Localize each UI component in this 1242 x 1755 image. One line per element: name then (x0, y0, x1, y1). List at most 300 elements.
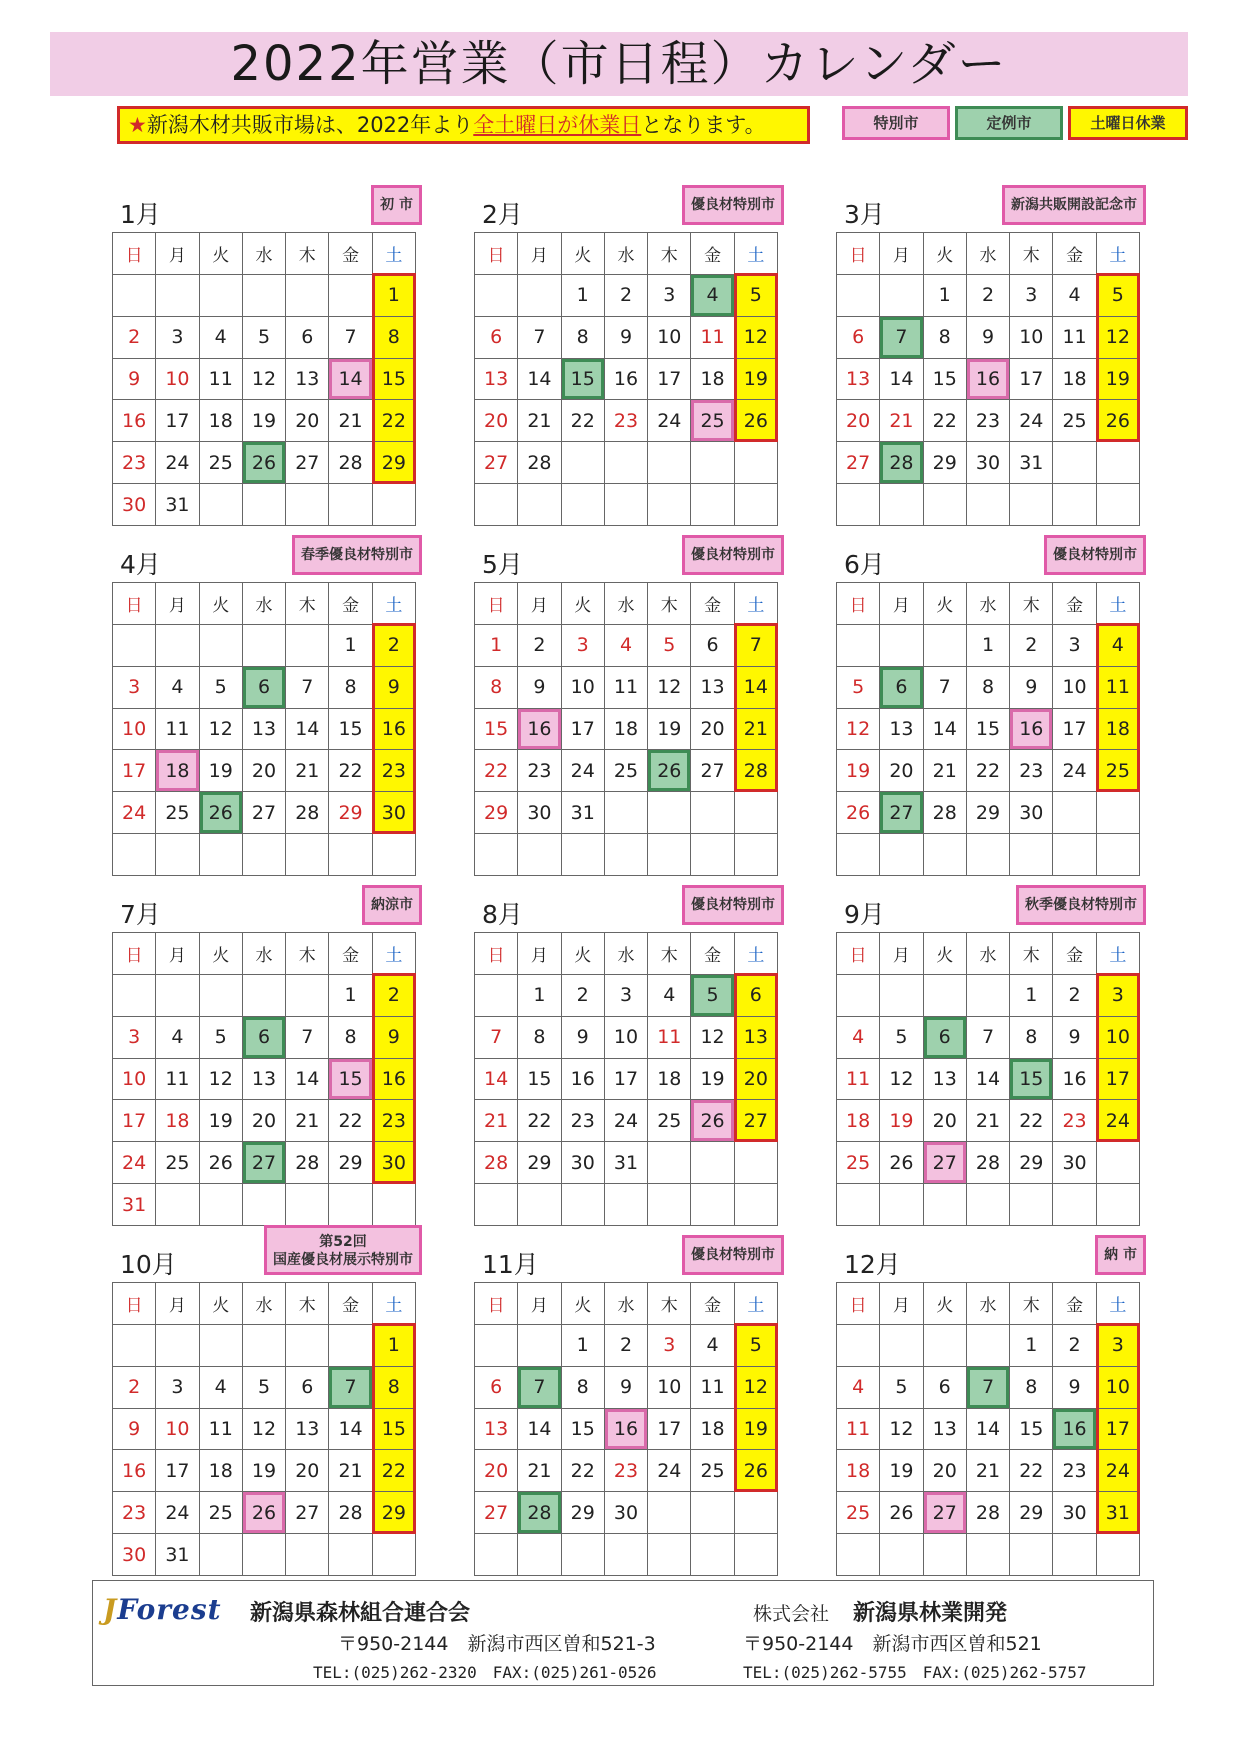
weekday-header: 土 (1097, 933, 1140, 975)
org2-name: 新潟県林業開発 (853, 1601, 1008, 1626)
day-cell: 18 (691, 1409, 734, 1451)
day-cell: 20 (924, 1100, 967, 1142)
day-cell: 7 (880, 317, 923, 359)
day-cell: 10 (156, 1409, 199, 1451)
weekday-header: 水 (605, 933, 648, 975)
day-cell: 1 (329, 975, 372, 1017)
day-cell: 21 (967, 1100, 1010, 1142)
day-cell: 20 (286, 400, 329, 442)
empty-cell (113, 275, 156, 317)
month-calendar (836, 545, 1140, 885)
event-badge: 初 市 (371, 185, 422, 225)
weekday-header: 月 (518, 233, 561, 275)
empty-cell (373, 834, 416, 876)
day-cell: 21 (329, 400, 372, 442)
day-cell: 30 (605, 1492, 648, 1534)
day-cell: 26 (880, 1142, 923, 1184)
empty-cell (518, 834, 561, 876)
weekday-header: 火 (562, 233, 605, 275)
day-cell: 19 (648, 709, 691, 751)
empty-cell (880, 1325, 923, 1367)
weekday-header: 木 (1010, 233, 1053, 275)
day-cell: 7 (967, 1367, 1010, 1409)
empty-cell (286, 625, 329, 667)
weekday-header: 火 (924, 1283, 967, 1325)
day-cell: 13 (924, 1409, 967, 1451)
empty-cell (837, 1184, 880, 1226)
day-cell: 8 (562, 317, 605, 359)
weekday-header: 土 (373, 583, 416, 625)
empty-cell (735, 1142, 778, 1184)
notice-text-pre: 新潟木材共販市場は、2022年より (146, 113, 474, 137)
day-cell: 10 (1053, 667, 1096, 709)
calendar-grid (836, 232, 1140, 526)
day-cell: 1 (562, 275, 605, 317)
notice-text-post: となります。 (641, 113, 766, 137)
day-cell: 22 (562, 1450, 605, 1492)
day-cell: 8 (924, 317, 967, 359)
event-badge: 春季優良材特別市 (292, 535, 422, 575)
day-cell: 14 (286, 709, 329, 751)
empty-cell (562, 1184, 605, 1226)
event-badge: 納涼市 (362, 885, 422, 925)
empty-cell (648, 1142, 691, 1184)
day-cell: 12 (243, 359, 286, 401)
day-cell: 21 (880, 400, 923, 442)
day-cell: 1 (1010, 975, 1053, 1017)
day-cell: 28 (286, 792, 329, 834)
empty-cell (156, 1325, 199, 1367)
day-cell: 24 (113, 1142, 156, 1184)
day-cell: 22 (329, 1100, 372, 1142)
empty-cell (691, 1142, 734, 1184)
calendar-grid (474, 1282, 778, 1576)
weekday-header: 月 (156, 233, 199, 275)
day-cell: 5 (1097, 275, 1140, 317)
day-cell: 24 (1097, 1100, 1140, 1142)
day-cell: 6 (243, 667, 286, 709)
day-cell: 18 (837, 1450, 880, 1492)
day-cell: 9 (113, 1409, 156, 1451)
empty-cell (691, 792, 734, 834)
calendar-grid (112, 232, 416, 526)
month-name: 1月 (120, 200, 161, 229)
day-cell: 1 (329, 625, 372, 667)
weekday-header: 木 (286, 1283, 329, 1325)
day-cell: 19 (243, 400, 286, 442)
day-cell: 20 (243, 1100, 286, 1142)
day-cell: 31 (1010, 442, 1053, 484)
day-cell: 28 (967, 1142, 1010, 1184)
day-cell: 7 (518, 317, 561, 359)
day-cell: 1 (373, 275, 416, 317)
day-cell: 23 (373, 750, 416, 792)
day-cell: 6 (837, 317, 880, 359)
day-cell: 17 (1010, 359, 1053, 401)
day-cell: 12 (200, 1059, 243, 1101)
day-cell: 21 (924, 750, 967, 792)
empty-cell (605, 442, 648, 484)
day-cell: 14 (880, 359, 923, 401)
day-cell: 28 (967, 1492, 1010, 1534)
day-cell: 20 (880, 750, 923, 792)
day-cell: 14 (286, 1059, 329, 1101)
day-cell: 28 (329, 1492, 372, 1534)
day-cell: 29 (1010, 1142, 1053, 1184)
day-cell: 3 (648, 275, 691, 317)
month-name: 8月 (482, 900, 523, 929)
day-cell: 25 (200, 442, 243, 484)
day-cell: 16 (373, 1059, 416, 1101)
day-cell: 17 (1097, 1409, 1140, 1451)
empty-cell (735, 1184, 778, 1226)
month-name: 5月 (482, 550, 523, 579)
day-cell: 8 (373, 317, 416, 359)
day-cell: 12 (735, 317, 778, 359)
day-cell: 11 (1097, 667, 1140, 709)
empty-cell (113, 625, 156, 667)
day-cell: 2 (113, 317, 156, 359)
day-cell: 9 (605, 1367, 648, 1409)
weekday-header: 火 (200, 933, 243, 975)
day-cell: 5 (837, 667, 880, 709)
empty-cell (518, 1184, 561, 1226)
empty-cell (924, 1184, 967, 1226)
calendar-grid (836, 932, 1140, 1226)
weekday-header: 金 (1053, 1283, 1096, 1325)
day-cell: 30 (113, 1534, 156, 1576)
day-cell: 27 (691, 750, 734, 792)
day-cell: 23 (967, 400, 1010, 442)
empty-cell (967, 1325, 1010, 1367)
day-cell: 21 (329, 1450, 372, 1492)
empty-cell (605, 1534, 648, 1576)
day-cell: 14 (924, 709, 967, 751)
day-cell: 5 (243, 1367, 286, 1409)
empty-cell (880, 1184, 923, 1226)
empty-cell (286, 834, 329, 876)
day-cell: 28 (924, 792, 967, 834)
day-cell: 20 (286, 1450, 329, 1492)
empty-cell (1053, 1184, 1096, 1226)
day-cell: 11 (691, 1367, 734, 1409)
day-cell: 13 (924, 1059, 967, 1101)
day-cell: 8 (1010, 1367, 1053, 1409)
day-cell: 11 (200, 1409, 243, 1451)
month-name: 4月 (120, 550, 161, 579)
month-calendar (836, 195, 1140, 535)
day-cell: 4 (156, 667, 199, 709)
day-cell: 4 (605, 625, 648, 667)
weekday-header: 日 (113, 933, 156, 975)
day-cell: 5 (880, 1367, 923, 1409)
day-cell: 17 (156, 400, 199, 442)
month-calendar (474, 895, 778, 1235)
empty-cell (967, 1534, 1010, 1576)
day-cell: 4 (837, 1017, 880, 1059)
day-cell: 18 (648, 1059, 691, 1101)
event-badge: 優良材特別市 (682, 1235, 784, 1275)
weekday-header: 月 (156, 933, 199, 975)
weekday-header: 月 (518, 1283, 561, 1325)
day-cell: 6 (243, 1017, 286, 1059)
month-calendar (112, 1234, 416, 1585)
day-cell: 16 (518, 709, 561, 751)
day-cell: 6 (475, 317, 518, 359)
empty-cell (1010, 1534, 1053, 1576)
empty-cell (735, 484, 778, 526)
month-calendar (112, 195, 416, 535)
day-cell: 23 (605, 400, 648, 442)
empty-cell (1097, 442, 1140, 484)
day-cell: 24 (1010, 400, 1053, 442)
day-cell: 18 (605, 709, 648, 751)
empty-cell (1053, 1534, 1096, 1576)
empty-cell (924, 1534, 967, 1576)
day-cell: 25 (605, 750, 648, 792)
day-cell: 15 (373, 359, 416, 401)
empty-cell (200, 834, 243, 876)
day-cell: 2 (562, 975, 605, 1017)
day-cell: 15 (562, 1409, 605, 1451)
day-cell: 3 (562, 625, 605, 667)
day-cell: 22 (475, 750, 518, 792)
month-calendar (836, 1245, 1140, 1585)
day-cell: 17 (648, 359, 691, 401)
day-cell: 15 (1010, 1059, 1053, 1101)
day-cell: 19 (735, 359, 778, 401)
empty-cell (156, 275, 199, 317)
day-cell: 9 (605, 317, 648, 359)
day-cell: 27 (475, 442, 518, 484)
weekday-header: 金 (1053, 933, 1096, 975)
empty-cell (475, 1184, 518, 1226)
weekday-header: 金 (1053, 583, 1096, 625)
day-cell: 2 (605, 275, 648, 317)
weekday-header: 日 (113, 233, 156, 275)
day-cell: 14 (967, 1409, 1010, 1451)
day-cell: 19 (200, 750, 243, 792)
weekday-header: 土 (1097, 583, 1140, 625)
empty-cell (113, 1325, 156, 1367)
weekday-header: 日 (475, 233, 518, 275)
day-cell: 18 (156, 1100, 199, 1142)
month-calendar (474, 545, 778, 885)
day-cell: 28 (475, 1142, 518, 1184)
weekday-header: 金 (691, 233, 734, 275)
day-cell: 20 (924, 1450, 967, 1492)
empty-cell (286, 275, 329, 317)
weekday-header: 火 (562, 583, 605, 625)
day-cell: 30 (373, 1142, 416, 1184)
empty-cell (880, 484, 923, 526)
day-cell: 14 (518, 1409, 561, 1451)
day-cell: 16 (562, 1059, 605, 1101)
day-cell: 19 (243, 1450, 286, 1492)
weekday-header: 日 (475, 583, 518, 625)
day-cell: 7 (329, 1367, 372, 1409)
day-cell: 10 (562, 667, 605, 709)
day-cell: 3 (113, 1017, 156, 1059)
day-cell: 23 (1010, 750, 1053, 792)
day-cell: 24 (156, 442, 199, 484)
weekday-header: 火 (924, 933, 967, 975)
day-cell: 16 (1053, 1409, 1096, 1451)
weekday-header: 火 (200, 1283, 243, 1325)
day-cell: 4 (648, 975, 691, 1017)
empty-cell (691, 442, 734, 484)
day-cell: 11 (691, 317, 734, 359)
event-badge: 第52回 国産優良材展示特別市 (264, 1225, 422, 1275)
day-cell: 22 (373, 1450, 416, 1492)
day-cell: 17 (1097, 1059, 1140, 1101)
day-cell: 16 (1053, 1059, 1096, 1101)
day-cell: 21 (735, 709, 778, 751)
day-cell: 18 (200, 1450, 243, 1492)
weekday-header: 水 (605, 583, 648, 625)
day-cell: 2 (605, 1325, 648, 1367)
empty-cell (329, 834, 372, 876)
weekday-header: 月 (880, 233, 923, 275)
star-icon: ★ (128, 113, 147, 137)
day-cell: 31 (1097, 1492, 1140, 1534)
day-cell: 20 (475, 400, 518, 442)
day-cell: 13 (880, 709, 923, 751)
weekday-header: 水 (967, 1283, 1010, 1325)
empty-cell (605, 792, 648, 834)
empty-cell (648, 484, 691, 526)
day-cell: 9 (373, 1017, 416, 1059)
day-cell: 21 (518, 400, 561, 442)
day-cell: 16 (1010, 709, 1053, 751)
empty-cell (880, 625, 923, 667)
day-cell: 8 (967, 667, 1010, 709)
day-cell: 6 (924, 1367, 967, 1409)
empty-cell (880, 975, 923, 1017)
day-cell: 20 (243, 750, 286, 792)
day-cell: 13 (475, 359, 518, 401)
day-cell: 24 (648, 400, 691, 442)
weekday-header: 日 (837, 933, 880, 975)
day-cell: 12 (837, 709, 880, 751)
weekday-header: 水 (605, 233, 648, 275)
empty-cell (200, 625, 243, 667)
empty-cell (113, 834, 156, 876)
day-cell: 10 (156, 359, 199, 401)
day-cell: 18 (156, 750, 199, 792)
day-cell: 15 (475, 709, 518, 751)
legend-regular: 定例市 (955, 106, 1063, 140)
day-cell: 16 (967, 359, 1010, 401)
day-cell: 26 (243, 442, 286, 484)
day-cell: 6 (286, 1367, 329, 1409)
day-cell: 28 (518, 1492, 561, 1534)
weekday-header: 月 (156, 1283, 199, 1325)
weekday-header: 木 (286, 933, 329, 975)
day-cell: 12 (243, 1409, 286, 1451)
day-cell: 25 (156, 1142, 199, 1184)
day-cell: 25 (691, 400, 734, 442)
empty-cell (243, 975, 286, 1017)
weekday-header: 火 (924, 233, 967, 275)
weekday-header: 月 (518, 583, 561, 625)
empty-cell (1053, 484, 1096, 526)
day-cell: 8 (562, 1367, 605, 1409)
day-cell: 31 (113, 1184, 156, 1226)
day-cell: 8 (329, 667, 372, 709)
day-cell: 15 (1010, 1409, 1053, 1451)
weekday-header: 火 (924, 583, 967, 625)
calendar-grid (474, 232, 778, 526)
empty-cell (648, 1534, 691, 1576)
day-cell: 9 (967, 317, 1010, 359)
weekday-header: 土 (735, 1283, 778, 1325)
day-cell: 31 (156, 484, 199, 526)
day-cell: 21 (286, 1100, 329, 1142)
day-cell: 24 (156, 1492, 199, 1534)
empty-cell (924, 484, 967, 526)
day-cell: 29 (373, 442, 416, 484)
day-cell: 10 (648, 317, 691, 359)
day-cell: 12 (1097, 317, 1140, 359)
day-cell: 17 (113, 750, 156, 792)
day-cell: 4 (837, 1367, 880, 1409)
day-cell: 7 (475, 1017, 518, 1059)
empty-cell (562, 834, 605, 876)
notice-emphasis: 全土曜日が休業日 (473, 113, 642, 137)
month-name: 9月 (844, 900, 885, 929)
day-cell: 27 (475, 1492, 518, 1534)
day-cell: 13 (735, 1017, 778, 1059)
day-cell: 27 (286, 1492, 329, 1534)
event-badge: 新潟共販開設記念市 (1002, 185, 1146, 225)
day-cell: 13 (691, 667, 734, 709)
empty-cell (648, 1184, 691, 1226)
empty-cell (1053, 834, 1096, 876)
day-cell: 15 (924, 359, 967, 401)
day-cell: 2 (1053, 1325, 1096, 1367)
day-cell: 23 (113, 1492, 156, 1534)
empty-cell (200, 275, 243, 317)
day-cell: 11 (1053, 317, 1096, 359)
day-cell: 20 (837, 400, 880, 442)
day-cell: 27 (880, 792, 923, 834)
weekday-header: 金 (1053, 233, 1096, 275)
org1-tel-fax: TEL:(025)262-2320 FAX:(025)261-0526 (313, 1663, 657, 1682)
empty-cell (518, 1325, 561, 1367)
day-cell: 26 (735, 400, 778, 442)
day-cell: 27 (243, 1142, 286, 1184)
weekday-header: 日 (113, 1283, 156, 1325)
empty-cell (967, 975, 1010, 1017)
weekday-header: 月 (880, 933, 923, 975)
day-cell: 12 (735, 1367, 778, 1409)
empty-cell (518, 484, 561, 526)
day-cell: 4 (691, 275, 734, 317)
empty-cell (200, 484, 243, 526)
day-cell: 3 (1010, 275, 1053, 317)
empty-cell (286, 1534, 329, 1576)
day-cell: 18 (691, 359, 734, 401)
empty-cell (200, 1534, 243, 1576)
day-cell: 19 (735, 1409, 778, 1451)
day-cell: 5 (735, 1325, 778, 1367)
day-cell: 2 (967, 275, 1010, 317)
weekday-header: 水 (967, 583, 1010, 625)
empty-cell (605, 834, 648, 876)
day-cell: 17 (1053, 709, 1096, 751)
empty-cell (475, 275, 518, 317)
